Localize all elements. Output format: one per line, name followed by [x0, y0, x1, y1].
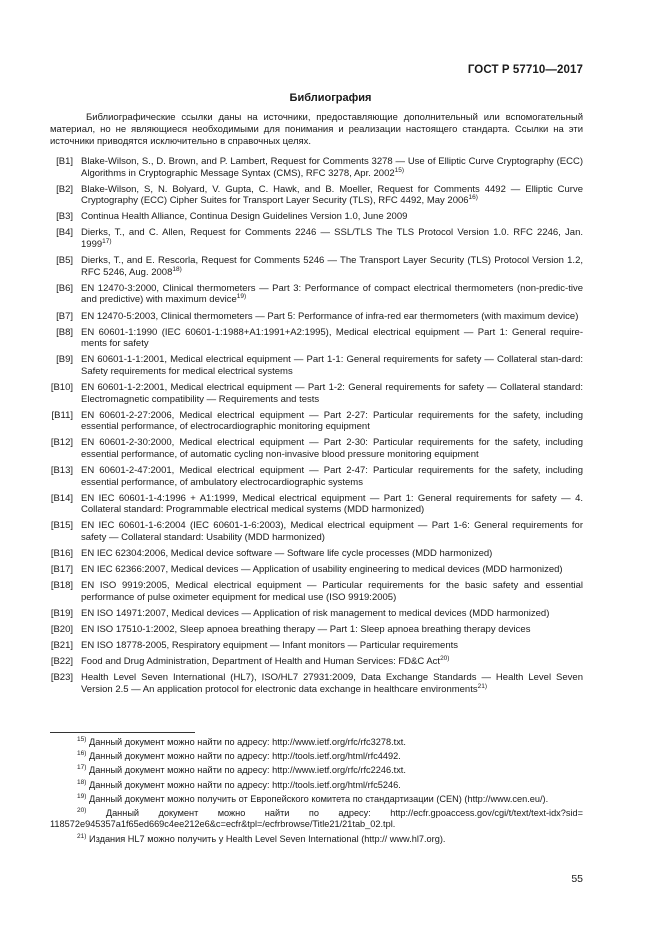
footnote-reference-mark: 21)	[477, 682, 488, 690]
reference-item	[40, 640, 583, 652]
footnote-mark: 17)	[77, 764, 87, 772]
reference-body: EN IEC 62366:2007, Medical devices — Application of usability engineering to medical devices (MDD harmonized)	[81, 564, 563, 576]
reference-text	[81, 327, 583, 350]
footnote-reference-mark: 16)	[468, 194, 478, 202]
footnote-mark: 15)	[77, 736, 87, 743]
reference-number: [B11]	[51, 409, 73, 421]
page-number: 55	[571, 873, 583, 885]
footnote-reference-mark: 19)	[236, 293, 247, 301]
footnote-reference-mark: 20)	[440, 655, 450, 663]
reference-number: [B18]	[50, 580, 73, 592]
reference-number: [B3]	[56, 211, 73, 223]
footnote-mark: 19)	[77, 792, 87, 800]
reference-body: EN ISO 9919:2005, Medical electrical equipment — Particular requirements for the basic safety and essential performance of pulse oximeter equipment for medical use (ISO 9919:2005)	[81, 580, 583, 603]
reference-body: EN IEC 60601-1-6:2004 (IEC 60601-1-6:2003), Medical electrical equipment — Part 1-6: General requirements for safety — Collateral standard: Usability (MDD harmonized)	[81, 520, 583, 544]
reference-body: EN IEC 60601-1-4:1996 + A1:1999, Medical electrical equipment — Part 1: General requirements for safety — 4. Collateral standard: Programmable electrical medical systems (MDD harmonized)	[81, 492, 583, 516]
reference-text	[81, 382, 583, 405]
reference-body: Health Level Seven International (HL7), ISO/HL7 27931:2009, Data Exchange Standards — Health Level Seven Version 2.5 — An application protocol for electronic data exchange in healthcare environments	[81, 672, 583, 695]
reference-text	[81, 624, 583, 636]
reference-body: Dierks, T., and C. Allen, Request for Comments 2246 — SSL/TLS The TLS Protocol Version 1.0. RFC 2246, Jan. 1999	[81, 227, 583, 251]
footnote-21	[50, 834, 583, 845]
reference-number: [B23]	[50, 672, 73, 684]
reference-text	[81, 640, 583, 652]
reference-body: EN 12470-5:2003, Clinical thermometers — Part 5: Performance of infra-red ear thermometers (with maximum device)	[81, 310, 579, 322]
reference-item	[40, 354, 583, 377]
footnote-line	[50, 808, 583, 819]
reference-item	[40, 564, 583, 576]
footnotes	[50, 737, 583, 848]
reference-list	[40, 156, 583, 700]
reference-number: [B17]	[50, 564, 73, 576]
footnote-mark: 18)	[77, 778, 87, 786]
reference-body: EN 12470-3:2000, Clinical thermometers — Part 3: Performance of compact electrical thermometers (non-predic-tive and predictive) with maximum device	[81, 282, 583, 306]
reference-text	[81, 255, 583, 278]
reference-text	[81, 184, 583, 207]
footnote-mark: 21)	[77, 832, 87, 840]
reference-text	[81, 493, 583, 516]
reference-number: [B10]	[50, 382, 73, 393]
reference-body: EN 60601-2-27:2006, Medical electrical equipment — Part 2-27: Particular requirements for the safety, including essential performance, of electrocardiographic monitoring equipment	[81, 409, 583, 433]
reference-body: Blake-Wilson, S., D. Brown, and P. Lambert, Request for Comments 3278 — Use of Elliptic Curve Cryptography (ECC) Algorithms in Cryptographic Message Syntax (CMS), RFC 3278, Apr. 2002	[81, 156, 583, 179]
reference-text	[81, 156, 583, 179]
reference-number: [B9]	[56, 354, 73, 366]
footnote-mark: 16)	[77, 750, 87, 758]
footnote-15	[50, 737, 583, 748]
reference-text	[81, 656, 583, 668]
reference-item	[40, 311, 583, 323]
section-title: Библиография	[289, 92, 372, 104]
footnote-text: Данный документ можно найти по адресу: http://www.ietf.org/rfc/rfc2246.txt.	[88, 765, 406, 776]
reference-number: [B15]	[50, 520, 73, 532]
reference-text	[81, 580, 583, 603]
reference-text	[81, 354, 583, 377]
reference-item	[40, 227, 583, 250]
footnote-text: Данный документ можно найти по адресу: http://ecfr.gpoaccess.gov/cgi/t/text/text-idx?sid=	[105, 808, 583, 819]
reference-text	[81, 437, 583, 460]
footnote-text: Издания HL7 можно получить у Health Level Seven International (http:// www.hl7.org).	[88, 833, 446, 844]
reference-number: [B16]	[50, 548, 73, 560]
footnote-text: Данный документ можно получить от Европейского комитета по стандартизации (CEN) (http://www.cen.eu/).	[88, 793, 549, 804]
reference-body: EN 60601-1:1990 (IEC 60601-1:1988+A1:1991+A2:1995), Medical electrical equipment — Part 1: General require-ments for safety	[81, 326, 583, 350]
reference-number: [B20]	[50, 624, 73, 636]
reference-body: Continua Health Alliance, Continua Design Guidelines Version 1.0, June 2009	[81, 211, 408, 223]
intro-paragraph: Библиографические ссылки даны на источники, предоставляющие дополнительный или вспомогательный материал, но не являющиеся необходимыми для понимания и реализации настоящего стандарта. Ссылки на эти источники приводятся исключительно в справочных целях.	[50, 112, 583, 148]
reference-body: Food and Drug Administration, Department of Health and Human Services: FD&C Act	[81, 656, 441, 668]
reference-text	[81, 227, 583, 250]
reference-item	[40, 624, 583, 636]
footnote-reference-mark: 15)	[394, 166, 405, 174]
reference-body: EN 60601-1-2:2001, Medical electrical equipment — Part 1-2: General requirements for safety — Collateral standard: Electromagnetic compatibility — Requirements and tests	[81, 382, 583, 405]
reference-body: EN IEC 62304:2006, Medical device software — Software life cycle processes (MDD harmonized)	[81, 548, 493, 560]
reference-body: Dierks, T., and E. Rescorla, Request for Comments 5246 — The Transport Layer Security (TLS) Protocol Version 1.2, RFC 5246, Aug. 2008	[81, 255, 583, 278]
reference-body: Blake-Wilson, S, N. Bolyard, V. Gupta, C. Hawk, and B. Moeller, Request for Comments 4492 — Elliptic Curve Cryptography (ECC) Cipher Suites for Transport Layer Security (TLS), RFC 4492, May 2006	[81, 183, 583, 207]
footnote-17	[50, 765, 583, 776]
reference-body: EN ISO 18778-2005, Respiratory equipment — Infant monitors — Particular requirements	[81, 640, 459, 652]
footnote-continuation: 118572e945357a1f65ed669c4ee212e6&c=ecfr&tpl=/ecfrbrowse/Title21/21tab_02.tpl.	[50, 819, 396, 830]
reference-number: [B4]	[56, 227, 73, 239]
reference-text	[81, 548, 583, 560]
reference-body: EN 60601-2-47:2001, Medical electrical equipment — Part 2-47: Particular requirements for the safety, including essential performance, of ambulatory electrocardiographic systems	[81, 465, 583, 488]
footnote-mark: 20)	[77, 807, 87, 815]
reference-item	[40, 493, 583, 516]
footnote-16	[50, 751, 583, 762]
footnote-20	[50, 808, 583, 831]
footnote-reference-mark: 18)	[172, 265, 182, 273]
reference-number: [B1]	[56, 156, 73, 167]
reference-item	[40, 156, 583, 179]
reference-item	[40, 410, 583, 433]
reference-item	[40, 184, 583, 207]
reference-number: [B6]	[56, 282, 73, 294]
reference-item	[40, 656, 583, 668]
reference-text	[81, 410, 583, 433]
reference-text	[81, 564, 583, 576]
reference-text	[81, 465, 583, 488]
reference-item	[40, 672, 583, 695]
reference-text	[81, 520, 583, 543]
reference-item	[40, 580, 583, 603]
reference-item	[40, 520, 583, 543]
reference-item	[40, 465, 583, 488]
reference-item	[40, 283, 583, 306]
footnote-text: Данный документ можно найти по адресу: http://tools.ietf.org/html/rfc4492.	[88, 751, 401, 762]
reference-item	[40, 382, 583, 405]
reference-body: EN ISO 17510-1:2002, Sleep apnoea breathing therapy — Part 1: Sleep apnoea breathing therapy devices	[81, 624, 531, 636]
reference-item	[40, 548, 583, 560]
reference-item	[40, 327, 583, 350]
reference-number: [B13]	[50, 465, 73, 477]
reference-body: EN 60601-2-30:2000, Medical electrical equipment — Part 2-30: Particular requirements for the safety, including essential performance, of automatic cycling non-invasive blood pressure monitoring equipment	[81, 437, 583, 460]
reference-number: [B8]	[56, 326, 73, 338]
reference-number: [B19]	[50, 608, 73, 619]
reference-item	[40, 255, 583, 278]
reference-text	[81, 211, 583, 223]
reference-number: [B12]	[50, 437, 73, 449]
reference-item	[40, 211, 583, 223]
reference-number: [B5]	[56, 255, 73, 267]
footnote-reference-mark: 17)	[102, 238, 112, 246]
reference-text	[81, 283, 583, 306]
reference-item	[40, 437, 583, 460]
reference-number: [B22]	[50, 656, 73, 668]
reference-number: [B14]	[50, 492, 73, 504]
reference-text	[81, 672, 583, 695]
document-standard-id: ГОСТ Р 57710—2017	[467, 64, 583, 76]
footnote-19	[50, 794, 583, 805]
reference-number: [B2]	[56, 183, 73, 195]
reference-body: EN ISO 14971:2007, Medical devices — Application of risk management to medical devices (MDD harmonized)	[81, 608, 550, 619]
footnote-text: Данный документ можно найти по адресу: http://www.ietf.org/rfc/rfc3278.txt.	[88, 737, 406, 747]
footnote-divider	[50, 732, 195, 733]
reference-item	[40, 608, 583, 620]
reference-number: [B21]	[50, 640, 73, 652]
footnote-18	[50, 780, 583, 791]
reference-text	[81, 311, 583, 323]
reference-body: EN 60601-1-1:2001, Medical electrical equipment — Part 1-1: General requirements for safety — Collateral stan-dard: Safety requirements for medical electrical systems	[81, 354, 583, 377]
reference-number: [B7]	[56, 310, 73, 322]
footnote-text: Данный документ можно найти по адресу: http://tools.ietf.org/html/rfc5246.	[88, 779, 401, 790]
reference-text	[81, 608, 583, 620]
